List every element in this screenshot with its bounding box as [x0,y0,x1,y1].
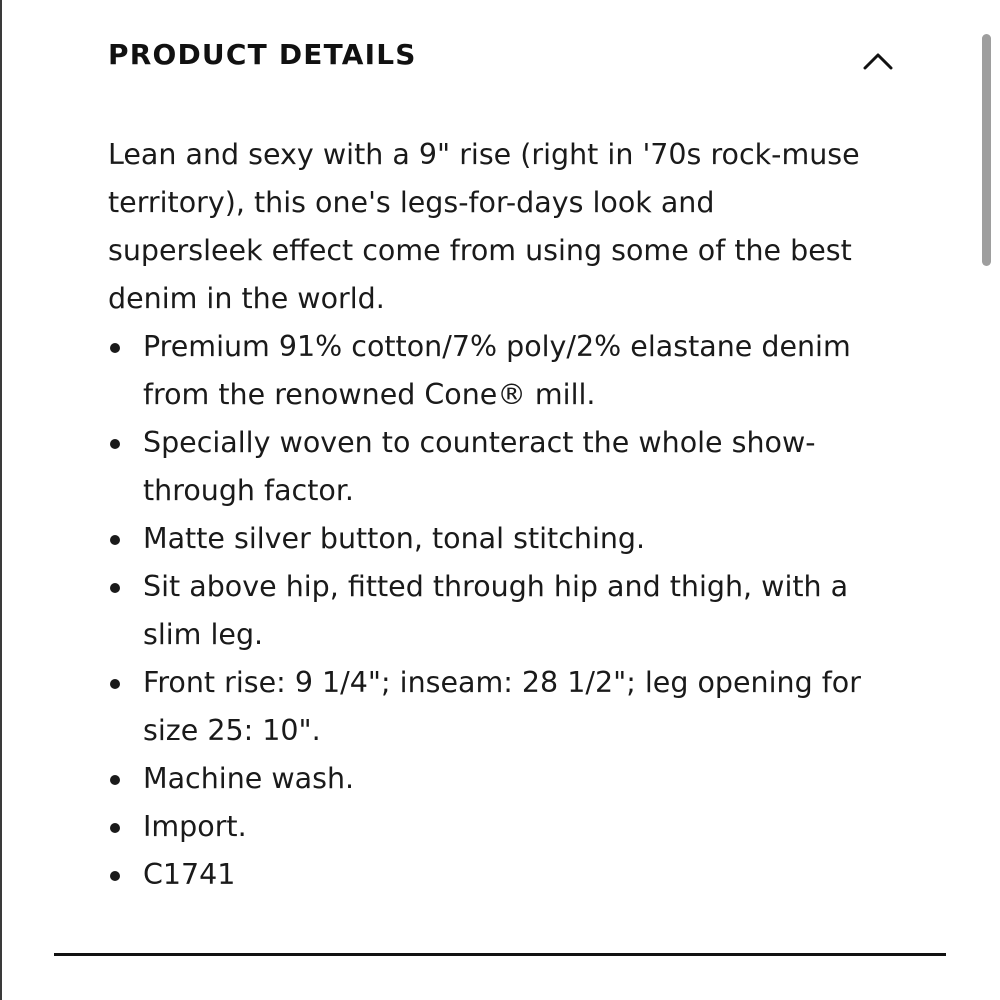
feature-item: Front rise: 9 1/4"; inseam: 28 1/2"; leg opening for size 25: 10". [108,659,868,755]
feature-item: Machine wash. [108,755,868,803]
feature-item: Matte silver button, tonal stitching. [108,515,868,563]
chevron-up-icon [858,40,898,80]
feature-item: Sit above hip, fitted through hip and thigh, with a slim leg. [108,563,868,659]
scrollbar-thumb[interactable] [982,34,991,266]
product-details-content [108,131,868,899]
collapse-toggle-button[interactable] [858,40,898,80]
product-details-header[interactable] [108,36,898,84]
feature-item: Premium 91% cotton/7% poly/2% elastane denim from the renowned Cone® mill. [108,323,868,419]
left-border [0,0,2,1000]
section-title: PRODUCT DETAILS [108,38,417,71]
feature-item: Specially woven to counteract the whole show-through factor. [108,419,868,515]
feature-item: C1741 [108,851,868,899]
product-features-list [108,323,868,899]
section-divider [54,953,946,956]
product-description: Lean and sexy with a 9" rise (right in '70s rock-muse territory), this one's legs-for-days look and supersleek effect come from using some of the best denim in the world. [108,138,860,315]
feature-item: Import. [108,803,868,851]
